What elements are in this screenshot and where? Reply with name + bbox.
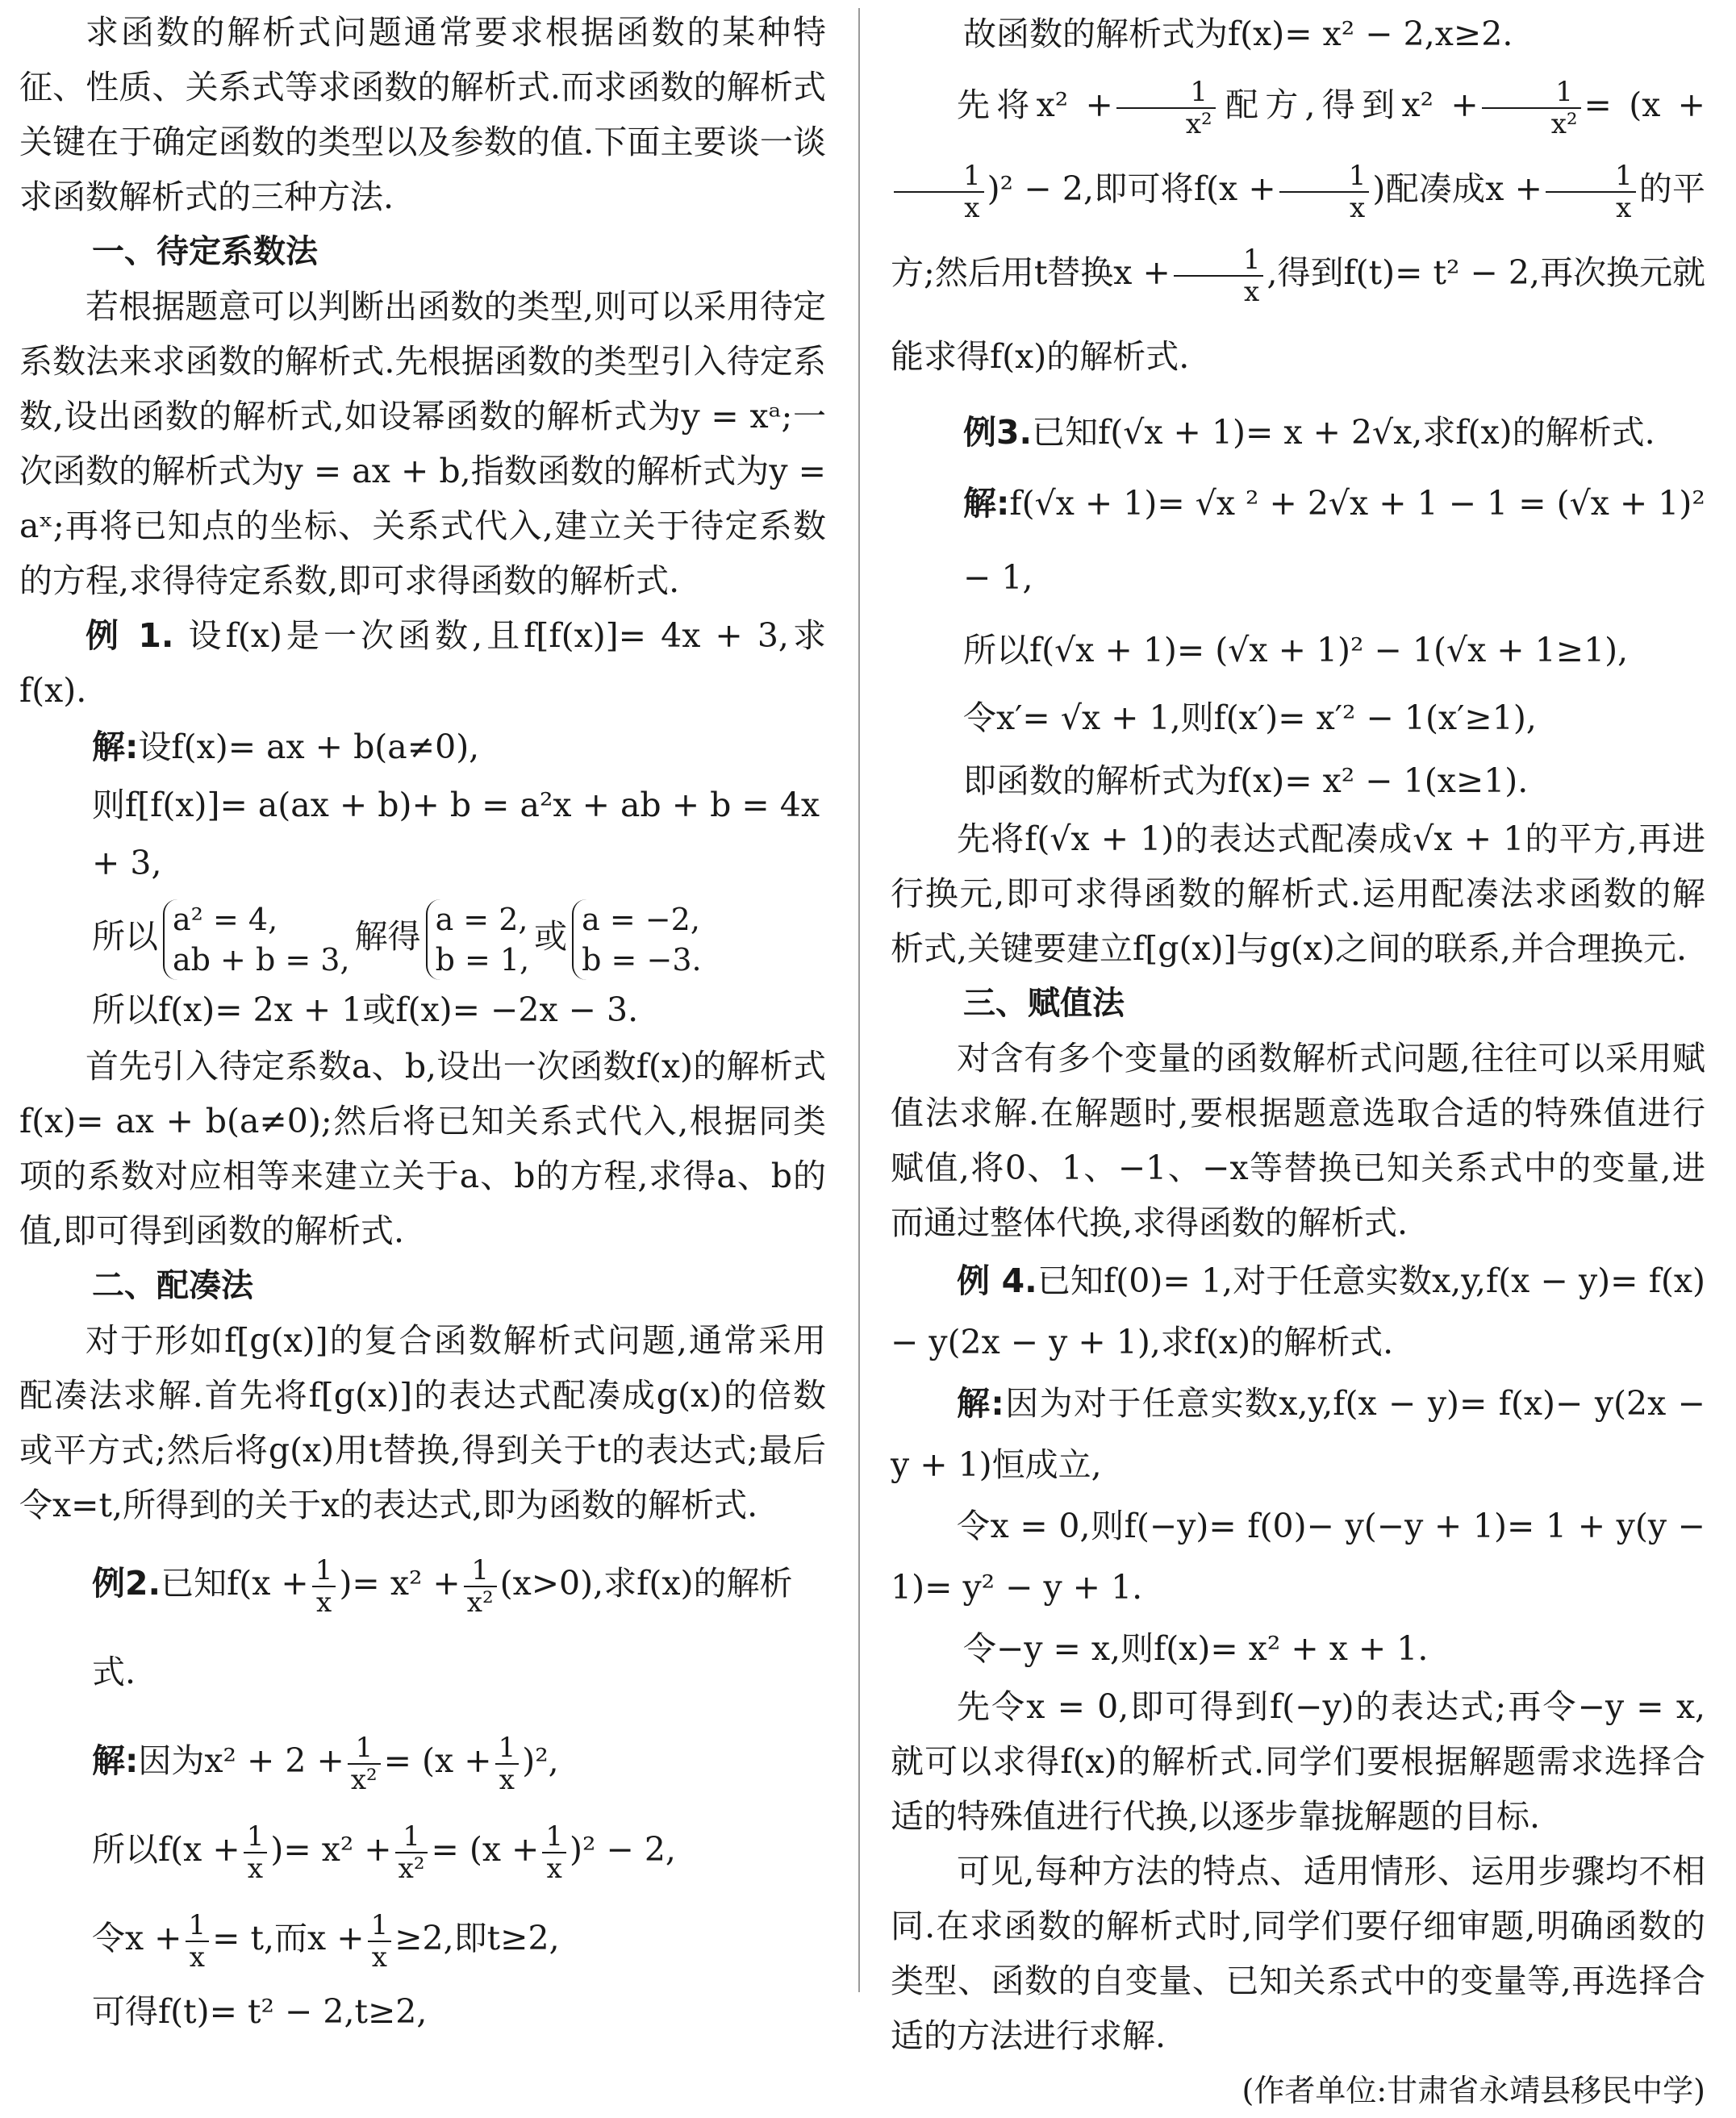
solution-label: 解: bbox=[92, 1741, 139, 1780]
example3-text: 已知f(√x + 1)= x + 2√x,求f(x)的解析式. bbox=[1032, 413, 1655, 452]
example3-label: 例3. bbox=[963, 413, 1033, 452]
example2-step3 bbox=[19, 1894, 826, 1982]
explanation-a: 先将x² + bbox=[957, 85, 1113, 124]
example2-step1 bbox=[19, 1716, 826, 1805]
fraction-denominator: x bbox=[1616, 191, 1632, 224]
example2-step3-a: 令x + bbox=[92, 1919, 182, 1957]
example3-step3: 令x′= √x + 1,则f(x′)= x′² − 1(x′≥1), bbox=[963, 698, 1537, 737]
system3-row2: b = −3. bbox=[582, 941, 702, 978]
example2-step1-c: )², bbox=[522, 1741, 559, 1780]
fraction-denominator: x² bbox=[1185, 107, 1212, 140]
example4-step1-text: 因为对于任意实数x,y,f(x − y)= f(x)− y(2x − y + 1)恒成立, bbox=[891, 1384, 1705, 1484]
example2-step1-b: = (x + bbox=[383, 1741, 492, 1780]
fraction bbox=[395, 1821, 428, 1884]
explanation-h: ,得到 bbox=[1267, 253, 1344, 292]
conclusion-paragraph: 可见,每种方法的特点、适用情形、运用步骤均不相同.在求函数的解析式时,同学们要仔细审题,明确函数的类型、函数的自变量、已知关系式中的变量等,再选择合适的方法进行求解. bbox=[891, 1852, 1705, 2055]
fraction-denominator: x bbox=[247, 1852, 264, 1885]
example2-step3-c: ≥2,即t≥2, bbox=[394, 1919, 560, 1957]
example2-text-c: (x>0),求f(x)的解析式. bbox=[92, 1564, 793, 1691]
system2-row1: a = 2, bbox=[435, 901, 528, 937]
method3-summary: 先令x = 0,即可得到f(−y)的表达式;再令−y = x,就可以求得f(x)的解析式.同学们要根据解题需求选择合适的特殊值进行代换,以逐步靠拢解题的目标. bbox=[891, 1687, 1705, 1836]
fraction-denominator: x bbox=[499, 1763, 515, 1796]
fraction-numerator: 1 bbox=[368, 1910, 392, 1942]
fraction-denominator: x bbox=[1244, 275, 1260, 308]
column-divider bbox=[858, 8, 860, 1992]
example3-statement bbox=[891, 398, 1705, 466]
fraction bbox=[894, 161, 984, 223]
author-affiliation: (作者单位:甘肃省永靖县移民中学) bbox=[1241, 2073, 1705, 2108]
fraction bbox=[495, 1732, 520, 1795]
fraction-denominator: x bbox=[546, 1852, 562, 1885]
system1-row2: ab + b = 3, bbox=[173, 941, 350, 978]
fraction-numerator: 1 bbox=[464, 1555, 497, 1587]
fraction-denominator: x bbox=[1349, 191, 1366, 224]
example2-text-b: )= x² + bbox=[339, 1564, 461, 1603]
fraction-denominator: x bbox=[964, 191, 980, 224]
example2-text-a: 已知f(x + bbox=[161, 1564, 309, 1603]
fraction-numerator: 1 bbox=[1279, 161, 1370, 193]
fraction-numerator: 1 bbox=[244, 1821, 268, 1853]
fraction bbox=[348, 1732, 381, 1795]
fraction-denominator: x² bbox=[398, 1852, 425, 1885]
example1-step1 bbox=[19, 718, 826, 776]
example4-text: 已知f(0)= 1,对于任意实数x,y,f(x − y)= f(x)− y(2x − y + 1),求f(x)的解析式. bbox=[891, 1261, 1705, 1361]
example2-step4: 可得f(t)= t² − 2,t≥2, bbox=[92, 1992, 428, 2031]
example2-step2-b: )= x² + bbox=[270, 1830, 392, 1869]
example3-step2: 所以f(√x + 1)= (√x + 1)² − 1(√x + 1≥1), bbox=[963, 631, 1629, 669]
example3-step4: 即函数的解析式为f(x)= x² − 1(x≥1). bbox=[963, 761, 1529, 800]
equation-system-3 bbox=[572, 899, 701, 980]
example4-label: 例 4. bbox=[957, 1261, 1037, 1300]
example4-step1 bbox=[891, 1373, 1705, 1495]
example2-conclusion: 故函数的解析式为f(x)= x² − 2,x≥2. bbox=[963, 15, 1513, 53]
example2-step2-a: 所以f(x + bbox=[92, 1830, 240, 1869]
example4-statement bbox=[891, 1250, 1705, 1373]
section-heading-3: 三、赋值法 bbox=[963, 985, 1125, 1022]
example1-solve-word: 解得 bbox=[354, 917, 421, 956]
example1-step4: 所以f(x)= 2x + 1或f(x)= −2x − 3. bbox=[92, 990, 639, 1029]
example4-step2: 令x = 0,则f(−y)= f(0)− y(−y + 1)= 1 + y(y − 1)= y² − y + 1. bbox=[891, 1507, 1705, 1607]
fraction bbox=[1482, 77, 1581, 140]
fraction bbox=[542, 1821, 566, 1884]
left-column bbox=[19, 5, 826, 2041]
method2-paragraph: 对于形如f[g(x)]的复合函数解析式问题,通常采用配凑法求解.首先将f[g(x)]的表达式配凑成g(x)的倍数或平方式;然后将g(x)用t替换,得到关于t的表达式;最后令x=t,所得到的关于x的表达式,即为函数的解析式. bbox=[19, 1321, 826, 1524]
fraction bbox=[1174, 244, 1264, 307]
example1-label: 例 1. bbox=[86, 616, 174, 655]
fraction bbox=[1546, 161, 1636, 223]
method2-explanation bbox=[891, 63, 1705, 398]
explanation-i: f(t)= t² − 2,再次换元就能求得f(x)的解析式. bbox=[891, 253, 1705, 376]
example3-step1-text: f(√x + 1)= √x ² + 2√x + 1 − 1 = (√x + 1)² − 1, bbox=[963, 484, 1705, 597]
fraction bbox=[186, 1910, 210, 1973]
example2-step3-b: = t,而x + bbox=[212, 1919, 365, 1957]
example1-step1-text: 设f(x)= ax + b(a≠0), bbox=[138, 728, 480, 766]
fraction bbox=[244, 1821, 268, 1884]
section-heading-2: 二、配凑法 bbox=[92, 1267, 253, 1304]
example2-label: 例2. bbox=[92, 1564, 161, 1603]
method2-summary: 先将f(√x + 1)的表达式配凑成√x + 1的平方,再进行换元,即可求得函数的解析式.运用配凑法求函数的解析式,关键要建立f[g(x)]与g(x)之间的联系,并合理换元. bbox=[891, 819, 1705, 968]
example2-step2 bbox=[19, 1805, 826, 1894]
method1-paragraph: 若根据题意可以判断出函数的类型,则可以采用待定系数法来求函数的解析式.先根据函数的类型引入待定系数,设出函数的解析式,如设幂函数的解析式为y = xᵃ;一次函数的解析式为y = ax + b,指数函数的解析式为y = aˣ;再将已知点的坐标、关系式代入,建立关于待定系数的方程,求得待定系数,即可求得函数的解析式. bbox=[19, 287, 826, 600]
system3-row1: a = −2, bbox=[582, 901, 700, 937]
explanation-e: f(x + bbox=[1193, 169, 1276, 208]
fraction bbox=[368, 1910, 392, 1973]
fraction bbox=[1116, 77, 1216, 140]
example1-step2: 则f[f(x)]= a(ax + b)+ b = a²x + ab + b = 4x + 3, bbox=[92, 786, 820, 882]
fraction-denominator: x² bbox=[350, 1763, 378, 1796]
fraction-numerator: 1 bbox=[1546, 161, 1636, 193]
equation-system-2 bbox=[426, 899, 530, 980]
explanation-c: = (x + bbox=[1584, 85, 1705, 124]
fraction-denominator: x bbox=[189, 1941, 205, 1974]
system1-row1: a² = 4, bbox=[173, 901, 278, 937]
example1-or-word: 或 bbox=[534, 917, 568, 956]
intro-paragraph: 求函数的解析式问题通常要求根据函数的某种特征、性质、关系式等求函数的解析式.而求函数的解析式关键在于确定函数的类型以及参数的值.下面主要谈一谈求函数解析式的三种方法. bbox=[19, 13, 826, 216]
example1-text: 设f(x)是一次函数,且f[f(x)]= 4x + 3,求f(x). bbox=[19, 616, 826, 710]
fraction-numerator: 1 bbox=[348, 1732, 381, 1765]
explanation-b: 配方,得到x² + bbox=[1218, 85, 1479, 124]
example1-step3-prefix: 所以 bbox=[92, 917, 158, 956]
fraction-denominator: x² bbox=[1550, 107, 1578, 140]
example1-step3 bbox=[19, 892, 826, 981]
solution-label: 解: bbox=[963, 484, 1010, 523]
method3-paragraph: 对含有多个变量的函数解析式问题,往往可以采用赋值法求解.在解题时,要根据题意选取合适的特殊值进行赋值,将0、1、−1、−x等替换已知关系式中的变量,进而通过整体代换,求得函数的解析式. bbox=[891, 1039, 1705, 1242]
solution-label: 解: bbox=[957, 1384, 1004, 1423]
fraction bbox=[312, 1555, 336, 1618]
fraction-numerator: 1 bbox=[1116, 77, 1216, 109]
explanation-f: )配凑成x + bbox=[1372, 169, 1542, 208]
example2-statement bbox=[19, 1539, 826, 1716]
fraction-numerator: 1 bbox=[186, 1910, 210, 1942]
fraction-numerator: 1 bbox=[894, 161, 984, 193]
fraction-denominator: x² bbox=[466, 1586, 494, 1619]
example2-step2-c: = (x + bbox=[431, 1830, 540, 1869]
fraction-denominator: x bbox=[316, 1586, 332, 1619]
explanation-d: )² − 2,即可将 bbox=[987, 169, 1194, 208]
fraction-numerator: 1 bbox=[1174, 244, 1264, 277]
example1-statement bbox=[19, 608, 826, 718]
equation-system-1 bbox=[163, 899, 350, 980]
fraction bbox=[464, 1555, 497, 1618]
fraction-numerator: 1 bbox=[1482, 77, 1581, 109]
right-column bbox=[891, 5, 1705, 2118]
system2-row2: b = 1, bbox=[435, 941, 530, 978]
explanation-g: 的平方;然后用t替换x + bbox=[891, 169, 1705, 292]
fraction-numerator: 1 bbox=[542, 1821, 566, 1853]
method1-summary: 首先引入待定系数a、b,设出一次函数f(x)的解析式f(x)= ax + b(a≠0);然后将已知关系式代入,根据同类项的系数对应相等来建立关于a、b的方程,求得a、b的值,即可得到函数的解析式. bbox=[19, 1047, 826, 1250]
example2-step1-a: 因为x² + 2 + bbox=[138, 1741, 344, 1780]
fraction-numerator: 1 bbox=[495, 1732, 520, 1765]
section-heading-1: 一、待定系数法 bbox=[92, 233, 318, 270]
fraction bbox=[1279, 161, 1370, 223]
fraction-denominator: x bbox=[371, 1941, 387, 1974]
fraction-numerator: 1 bbox=[312, 1555, 336, 1587]
fraction-numerator: 1 bbox=[395, 1821, 428, 1853]
solution-label: 解: bbox=[92, 728, 139, 766]
example4-step3: 令−y = x,则f(x)= x² + x + 1. bbox=[963, 1629, 1429, 1668]
example2-step2-d: )² − 2, bbox=[570, 1830, 676, 1869]
example3-step1 bbox=[891, 466, 1705, 615]
